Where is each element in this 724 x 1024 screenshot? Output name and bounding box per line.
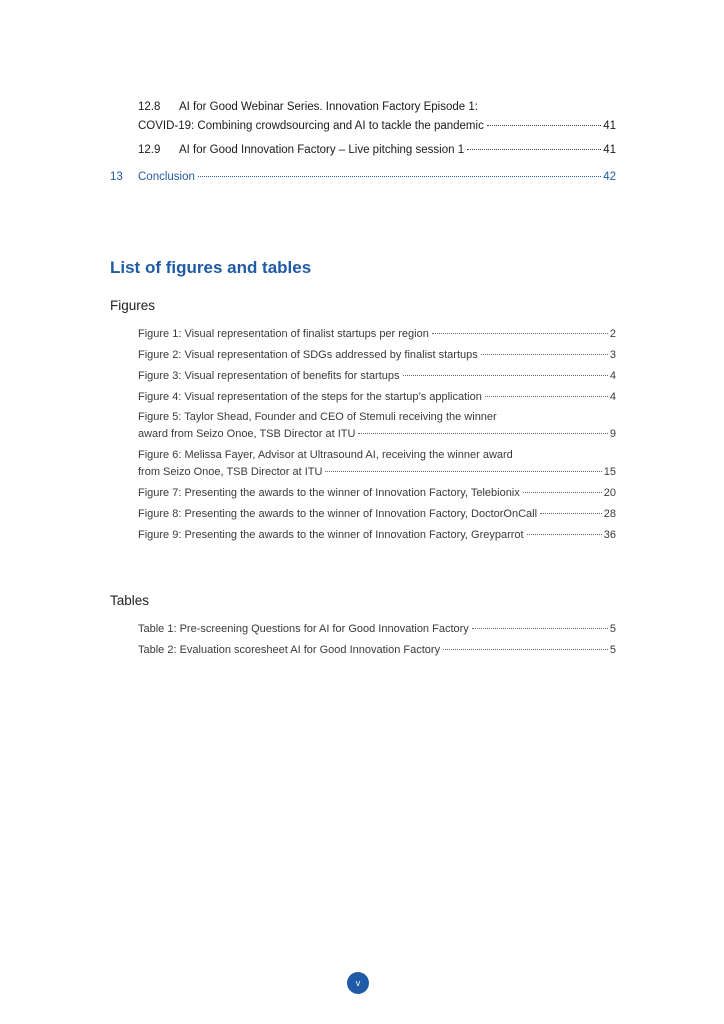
figure-entry-5[interactable] — [138, 427, 616, 442]
figure-page-number: 2 — [609, 328, 616, 340]
dot-leader — [443, 649, 608, 650]
figure-title: Figure 3: Visual representation of benefits for startups — [138, 370, 400, 382]
figure-title-cont: from Seizo Onoe, TSB Director at ITU — [138, 466, 323, 478]
toc-section-title: AI for Good Webinar Series. Innovation Factory Episode 1: — [179, 101, 478, 113]
dot-leader — [485, 396, 608, 397]
figure-title: Figure 4: Visual representation of the steps for the startup’s application — [138, 391, 482, 403]
dot-leader — [358, 433, 607, 434]
dot-leader — [481, 354, 608, 355]
figure-entry-7[interactable] — [138, 486, 616, 501]
table-title: Table 1: Pre-screening Questions for AI for Good Innovation Factory — [138, 623, 469, 635]
figure-title: Figure 6: Melissa Fayer, Advisor at Ultrasound AI, receiving the winner award — [138, 449, 513, 461]
toc-entry-12-9[interactable] — [138, 143, 616, 158]
table-title: Table 2: Evaluation scoresheet AI for Good Innovation Factory — [138, 644, 441, 656]
table-page-number: 5 — [609, 623, 616, 635]
figure-page-number: 9 — [609, 428, 616, 440]
toc-section-number: 13 — [110, 171, 123, 183]
figure-page-number: 28 — [603, 508, 616, 520]
figure-page-number: 4 — [609, 391, 616, 403]
figure-entry-6-line1[interactable] — [138, 448, 513, 463]
figure-title: Figure 7: Presenting the awards to the winner of Innovation Factory, Telebionix — [138, 487, 520, 499]
figure-entry-2[interactable] — [138, 348, 616, 363]
toc-page-number: 41 — [603, 144, 616, 156]
tables-subheading: Tables — [110, 593, 150, 608]
table-entry-1[interactable] — [138, 622, 616, 637]
dot-leader — [432, 333, 608, 334]
toc-entry-12-8-line2[interactable] — [138, 119, 616, 134]
toc-entry-12-8-line1[interactable] — [138, 100, 478, 115]
figure-title: Figure 9: Presenting the awards to the winner of Innovation Factory, Greyparrot — [138, 529, 524, 541]
figure-page-number: 20 — [603, 487, 616, 499]
dot-leader — [403, 375, 608, 376]
figure-entry-4[interactable] — [138, 390, 616, 405]
toc-section-number: 12.9 — [138, 144, 161, 156]
figure-page-number: 36 — [603, 529, 616, 541]
figures-subheading: Figures — [110, 298, 156, 313]
toc-entry-13[interactable] — [110, 170, 616, 185]
toc-section-number: 12.8 — [138, 101, 161, 113]
figure-page-number: 3 — [609, 349, 616, 361]
toc-page-number: 42 — [603, 171, 616, 183]
figure-entry-8[interactable] — [138, 507, 616, 522]
figure-entry-1[interactable] — [138, 327, 616, 342]
figure-page-number: 4 — [609, 370, 616, 382]
figure-entry-9[interactable] — [138, 528, 616, 543]
toc-page-number: 41 — [603, 120, 616, 132]
figure-title: Figure 5: Taylor Shead, Founder and CEO of Stemuli receiving the winner — [138, 411, 497, 423]
figure-title: Figure 1: Visual representation of finalist startups per region — [138, 328, 429, 340]
dot-leader — [540, 513, 602, 514]
dot-leader — [523, 492, 602, 493]
list-of-figures-heading: List of figures and tables — [110, 258, 312, 277]
dot-leader — [198, 176, 601, 177]
figure-page-number: 15 — [603, 466, 616, 478]
figure-title: Figure 8: Presenting the awards to the winner of Innovation Factory, DoctorOnCall — [138, 508, 538, 520]
toc-section-title: AI for Good Innovation Factory – Live pitching session 1 — [179, 144, 465, 156]
dot-leader — [487, 125, 601, 126]
toc-section-title: COVID-19: Combining crowdsourcing and AI to tackle the pandemic — [138, 120, 484, 132]
dot-leader — [467, 149, 601, 150]
dot-leader — [325, 471, 601, 472]
table-page-number: 5 — [609, 644, 616, 656]
dot-leader — [472, 628, 608, 629]
figure-entry-5-line1[interactable] — [138, 410, 497, 425]
dot-leader — [527, 534, 602, 535]
figure-entry-3[interactable] — [138, 369, 616, 384]
page-number-badge: v — [347, 972, 369, 994]
figure-title: Figure 2: Visual representation of SDGs addressed by finalist startups — [138, 349, 478, 361]
toc-section-title: Conclusion — [138, 171, 195, 183]
figure-entry-6[interactable] — [138, 465, 616, 480]
table-entry-2[interactable] — [138, 643, 616, 658]
figure-title-cont: award from Seizo Onoe, TSB Director at ITU — [138, 428, 356, 440]
